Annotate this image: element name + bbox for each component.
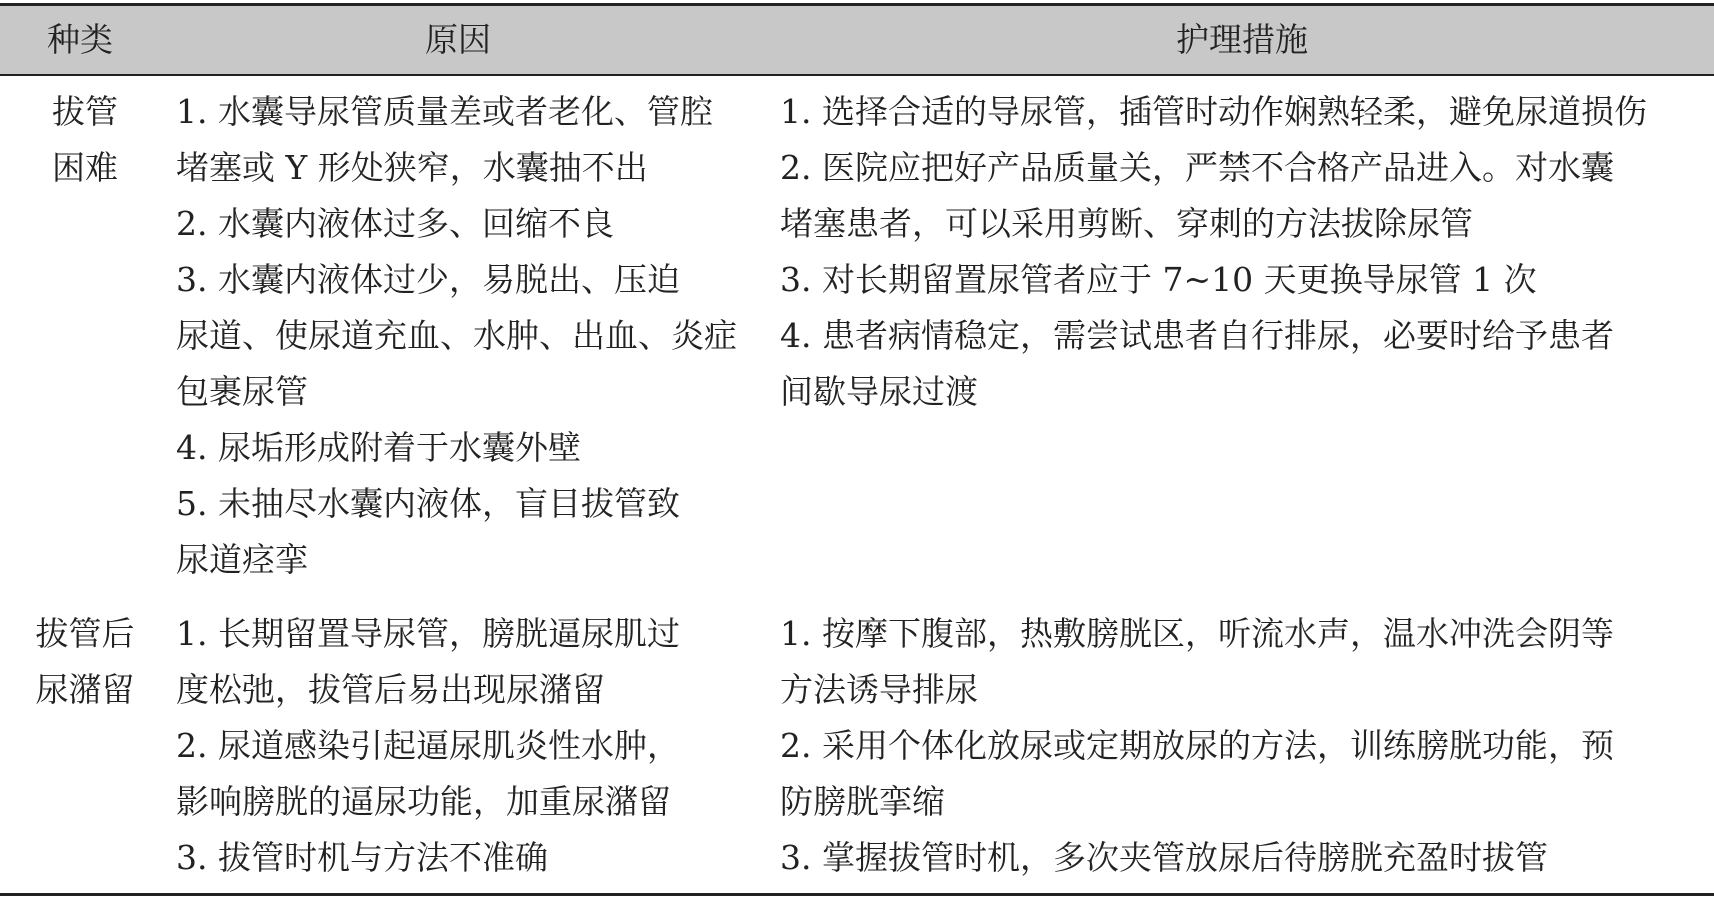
table-row-1-care xyxy=(780,84,1700,420)
care-line: 3. 对长期留置尿管者应于 7~10 天更换导尿管 1 次 xyxy=(780,260,1537,299)
care-line: 1. 选择合适的导尿管，插管时动作娴熟轻柔，避免尿道损伤 xyxy=(780,92,1647,131)
bottom-rule xyxy=(0,893,1714,896)
cause-line: 度松弛，拔管后易出现尿潴留 xyxy=(176,670,605,709)
cause-line: 2. 尿道感染引起逼尿肌炎性水肿， xyxy=(176,726,680,765)
cause-line: 影响膀胱的逼尿功能，加重尿潴留 xyxy=(176,782,671,821)
cause-line: 3. 水囊内液体过少，易脱出、压迫 xyxy=(176,260,680,299)
care-line: 2. 医院应把好产品质量关，严禁不合格产品进入。对水囊 xyxy=(780,148,1614,187)
type-line: 拔管 xyxy=(52,92,118,131)
cause-line: 尿道、使尿道充血、水肿、出血、炎症 xyxy=(176,316,737,355)
cause-line: 堵塞或 Y 形处狭窄，水囊抽不出 xyxy=(176,148,648,187)
header-cause: 原因 xyxy=(425,20,491,59)
header-care: 护理措施 xyxy=(1176,20,1308,59)
care-line: 防膀胱挛缩 xyxy=(780,782,945,821)
table-row-1-cause xyxy=(176,84,756,588)
care-line: 方法诱导排尿 xyxy=(780,670,978,709)
cause-line: 1. 长期留置导尿管，膀胱逼尿肌过 xyxy=(176,614,680,653)
cause-line: 4. 尿垢形成附着于水囊外壁 xyxy=(176,428,581,467)
table-row-2-care xyxy=(780,606,1700,886)
care-line: 3. 掌握拔管时机，多次夹管放尿后待膀胱充盈时拔管 xyxy=(780,838,1548,877)
type-line: 困难 xyxy=(52,148,118,187)
type-line: 尿潴留 xyxy=(35,670,135,709)
cause-line: 3. 拔管时机与方法不准确 xyxy=(176,838,548,877)
care-line: 4. 患者病情稳定，需尝试患者自行排尿，必要时给予患者 xyxy=(780,316,1614,355)
type-line: 拔管后 xyxy=(35,614,135,653)
table-row-2-cause xyxy=(176,606,756,886)
cause-line: 尿道痉挛 xyxy=(176,540,308,579)
header-type: 种类 xyxy=(47,20,113,59)
care-line: 1. 按摩下腹部，热敷膀胱区，听流水声，温水冲洗会阴等 xyxy=(780,614,1614,653)
cause-line: 2. 水囊内液体过多、回缩不良 xyxy=(176,204,614,243)
care-line: 间歇导尿过渡 xyxy=(780,372,978,411)
header-rule xyxy=(0,74,1714,76)
cause-line: 包裹尿管 xyxy=(176,372,308,411)
cause-line: 5. 未抽尽水囊内液体，盲目拔管致 xyxy=(176,484,680,523)
cause-line: 1. 水囊导尿管质量差或者老化、管腔 xyxy=(176,92,713,131)
care-line: 2. 采用个体化放尿或定期放尿的方法，训练膀胱功能，预 xyxy=(780,726,1614,765)
care-line: 堵塞患者，可以采用剪断、穿刺的方法拔除尿管 xyxy=(780,204,1473,243)
table-row-2-type xyxy=(10,606,160,718)
table-row-1-type xyxy=(10,84,160,196)
